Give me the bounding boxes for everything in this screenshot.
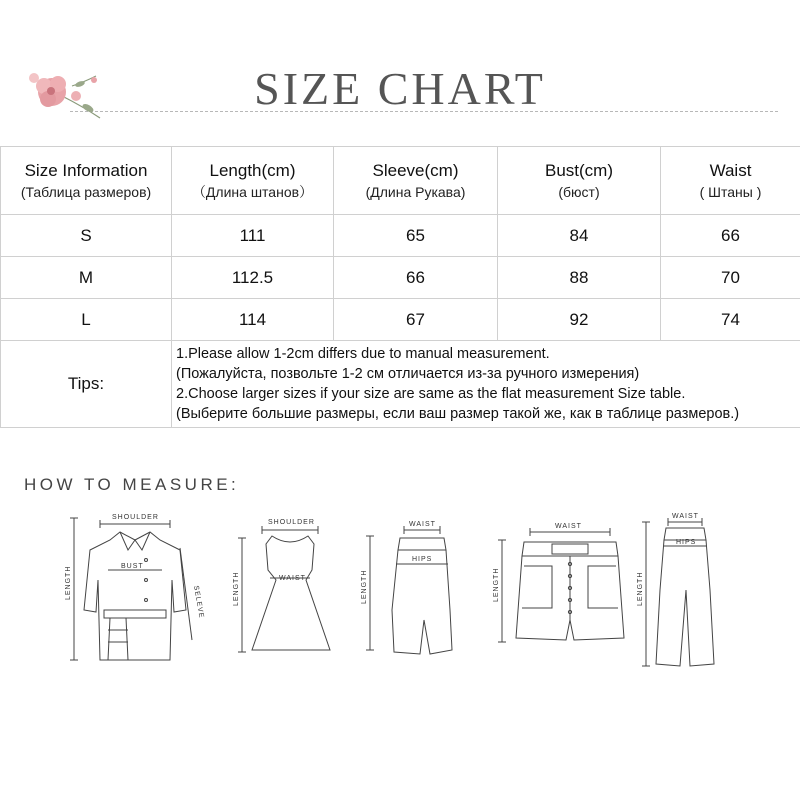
header-length: Length(cm) （Длина штанов） (172, 147, 334, 215)
tips-label: Tips: (1, 341, 172, 428)
label-length: LENGTH (361, 569, 368, 604)
table-row (1, 257, 800, 299)
cell-size: L (1, 299, 172, 341)
label-length: LENGTH (233, 571, 240, 606)
cell-waist: 70 (661, 257, 800, 299)
skirt-diagram (366, 526, 452, 654)
label-shoulder: SHOULDER (268, 519, 315, 526)
label-waist: WAIST (279, 575, 306, 582)
table-header-row (1, 147, 800, 215)
measurement-diagrams (0, 500, 800, 700)
how-to-measure-heading: HOW TO MEASURE: (24, 475, 240, 494)
cell-sleeve: 66 (334, 257, 498, 299)
header-bust: Bust(cm) (бюст) (498, 147, 661, 215)
cell-bust: 88 (498, 257, 661, 299)
label-waist: WAIST (672, 513, 699, 520)
label-hips: HIPS (676, 539, 697, 546)
cell-sleeve: 67 (334, 299, 498, 341)
cell-bust: 92 (498, 299, 661, 341)
size-table (0, 146, 800, 428)
label-waist: WAIST (409, 521, 436, 528)
page-title: SIZE CHART (254, 63, 546, 114)
title-divider (70, 111, 778, 112)
tip-line: 1.Please allow 1-2cm differs due to manual measurement. (176, 346, 550, 362)
tip-line: (Пожалуйста, позвольте 1-2 см отличается из-за ручного измерения) (176, 366, 640, 382)
cell-waist: 66 (661, 215, 800, 257)
label-hips: HIPS (412, 556, 433, 563)
tips-text (172, 341, 800, 428)
dress-diagram (238, 526, 330, 652)
label-length: LENGTH (637, 571, 644, 606)
cell-length: 114 (172, 299, 334, 341)
shorts-diagram (498, 528, 624, 642)
cell-bust: 84 (498, 215, 661, 257)
label-bust: BUST (121, 563, 144, 570)
cell-size: M (1, 257, 172, 299)
label-length: LENGTH (65, 565, 72, 600)
cell-waist: 74 (661, 299, 800, 341)
label-length: LENGTH (493, 567, 500, 602)
header-waist: Waist ( Штаны ) (661, 147, 800, 215)
label-shoulder: SHOULDER (112, 514, 159, 521)
cell-sleeve: 65 (334, 215, 498, 257)
label-waist: WAIST (555, 523, 582, 530)
table-row (1, 299, 800, 341)
flower-icon (22, 66, 106, 122)
jacket-diagram (70, 518, 192, 660)
header-sleeve: Sleeve(cm) (Длина Рукава) (334, 147, 498, 215)
tip-line: (Выберите большие размеры, если ваш размер такой же, как в таблице размеров.) (176, 406, 740, 422)
cell-size: S (1, 215, 172, 257)
cell-length: 111 (172, 215, 334, 257)
cell-length: 112.5 (172, 257, 334, 299)
tips-row (1, 341, 800, 428)
label-sleeve: SELEVE (192, 585, 205, 620)
header-size-info: Size Information (Таблица размеров) (1, 147, 172, 215)
table-row (1, 215, 800, 257)
tip-line: 2.Choose larger sizes if your size are same as the flat measurement Size table. (176, 386, 686, 402)
